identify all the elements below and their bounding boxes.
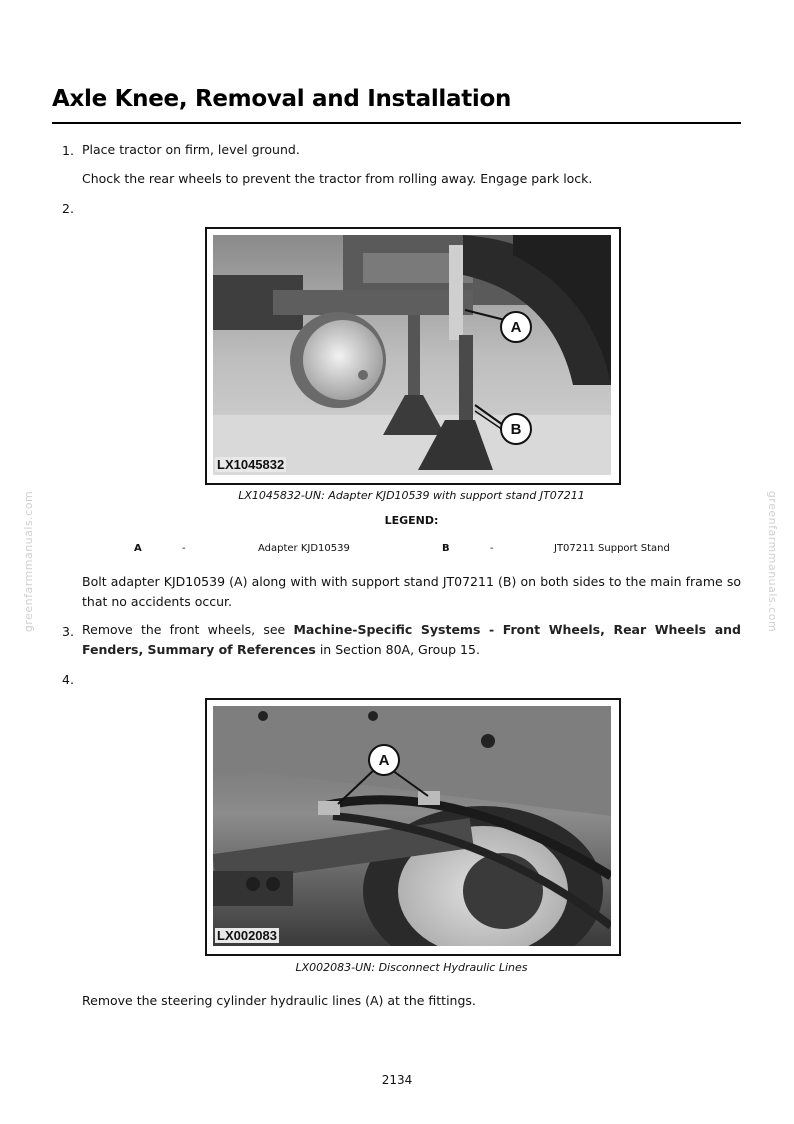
- figure-support-stand: [205, 227, 621, 485]
- photo-label-lx002083: LX002083: [217, 928, 277, 943]
- figure-2-caption: LX002083-UN: Disconnect Hydraulic Lines: [295, 961, 528, 974]
- page-title: Axle Knee, Removal and Installation: [52, 86, 512, 112]
- callout-b-label: B: [510, 420, 522, 438]
- figure-1-caption: LX1045832-UN: Adapter KJD10539 with support stand JT07211: [238, 489, 585, 502]
- step-3-text-after: in Section 80A, Group 15.: [315, 642, 480, 657]
- legend-title: LEGEND:: [384, 514, 439, 527]
- step-4-text: Remove the steering cylinder hydraulic lines (A) at the fittings.: [82, 993, 476, 1008]
- callout-a-hydraulic: [368, 744, 400, 776]
- legend-dash-a: -: [182, 543, 186, 554]
- title-rule: [52, 122, 741, 124]
- step-2-text: Bolt adapter KJD10539 (A) along with with support stand JT07211 (B) on both sides to the main frame so that no accidents occur.: [82, 574, 741, 609]
- legend-key-a: A: [134, 543, 142, 554]
- step-1-number: 1.: [62, 143, 74, 158]
- callout-a-hydraulic-label: A: [378, 751, 390, 769]
- callout-b: [500, 413, 532, 445]
- photo-label-lx1045832: LX1045832: [217, 457, 285, 472]
- step-1-note: Chock the rear wheels to prevent the tractor from rolling away. Engage park lock.: [82, 171, 593, 186]
- step-2-number: 2.: [62, 201, 74, 216]
- step-4-number: 4.: [62, 672, 74, 687]
- step-3-text-before: Remove the front wheels, see: [82, 622, 294, 637]
- step-3-number: 3.: [62, 624, 74, 639]
- legend-dash-b: -: [490, 543, 494, 554]
- page-number: 2134: [381, 1073, 413, 1087]
- legend-value-b: JT07211 Support Stand: [554, 543, 670, 554]
- support-stand-illustration: [213, 235, 611, 475]
- step-1-text: Place tractor on firm, level ground.: [82, 142, 300, 157]
- step-3-text: [82, 620, 741, 660]
- watermark-right: greenfarmmanuals.com: [766, 490, 780, 633]
- step-3-reference-link[interactable]: Machine-Specific Systems - Front Wheels, Rear Wheels and Fenders, Summary of References: [82, 622, 741, 657]
- watermark-left: greenfarmmanuals.com: [22, 490, 36, 633]
- photo-hydraulic-lines: [213, 706, 611, 946]
- figure-hydraulic-lines: [205, 698, 621, 956]
- callout-a-label: A: [510, 318, 522, 336]
- photo-support-stand: [213, 235, 611, 475]
- legend-key-b: B: [442, 543, 450, 554]
- callout-a: [500, 311, 532, 343]
- legend-value-a: Adapter KJD10539: [258, 543, 350, 554]
- hydraulic-lines-illustration: [213, 706, 611, 946]
